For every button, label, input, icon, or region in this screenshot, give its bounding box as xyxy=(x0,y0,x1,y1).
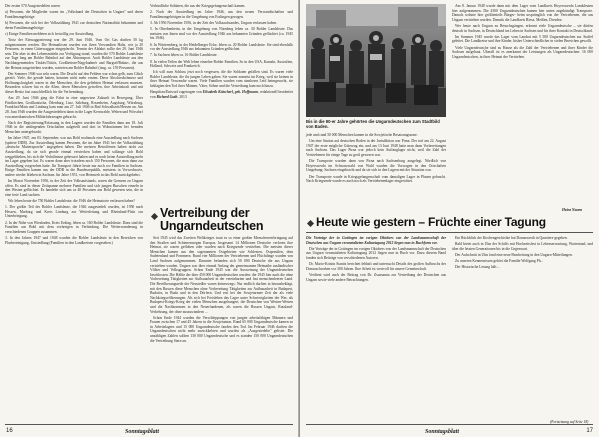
list-item: 8. In vielen Teilen der Welt leben einzelne Bohler Familien. So in den USA, Kanada, Australien, Holland, Schweiz und Frankreich. xyxy=(150,59,293,69)
paragraph: Ich will zum Schluss jetzt noch vergessen, die die Soldaten gefallen sind. Es waren viele Bohler Landsleute, die ihr jungen Leben gaben. Sie waren zumeist im Krieg, weil sie keinen in ihrer Heimat Verwandte waren. Viele Familien wurden vom sinnlosen Leid heimgesucht, sie beklagten den Tod ihrer Männer, Väter, Söhne und die Vertreibung kam noch hinzu. xyxy=(150,70,293,89)
paragraph: Am 8. Januar 1948 wurde dann mit dem Lager vom Landkreis Hoyerswerda Landsleuten hier aufgenommen. Die 4300 Ungarndeutschen kamen hier unten angekündigt Transporte. Damals wohnte hier größtenteils Bürger- beim ursprünglich von der Vertriebenen, die aus Ungarn vertrieben wurden. Damals die Landkreis Riesa, Meißen, Dresden. xyxy=(452,4,593,22)
paragraph: Schon Ende 1944 wurden die Verschleppungen von jungen arbeitsfähigen Männern und Frauen zwischen 17 und 45 Jahren in die Sowjetunion. Rund 65 000 Ungarndeutsche kamen so in Arbeitslagern und 15 000 Ungarndeutsche fanden den Tod. Im Februar 1946 durften die Ungarndeutschen nicht mehr zurückkehren und wurden als „Ausgesiedelte" gelistet. Die unzähligen Zahlen sollten 130 000 Ungarndeutsche und es standen 150 000 Ungarndeutschen die Vertreibung Stern an. xyxy=(150,315,293,343)
list-item: 3. Ab 1956 November 1956, in der Zeit des Volksaufstandes, Ungarn verlassen haben. xyxy=(150,20,278,25)
paragraph: Wer heute nach Ungarn zu Besuchsgängen, erkennt viele Ungarndeutsche – sie dürfen deutsch in Sachsen, in Deutschland ins Leben in Sachsen und für ihrer Kontakt in Deutschland. xyxy=(452,23,593,33)
right-column-3 xyxy=(306,236,446,284)
list-item: 5. In Oberbenheim, in der Umgebung von Nürnberg leben ca. 30 Bohler Landsleute. Das meisten von ihnen sind vor der Aussiedlung 1946 aus bekannten Gründen geflüchtet (ca. 1945 bis 1946). xyxy=(150,27,293,41)
continuation-note: (Fortsetzung auf Seite 18) xyxy=(550,420,589,424)
credit-author: Elisabeth Kütscherl, geb. Hoffmann xyxy=(202,90,258,95)
paragraph: Bald bietet auch in Ulm der Schiffs mit Hochzeitsfest in Lebenserwartung, Wartestand, und über die letzten Generationen bis in die Gegenwart. xyxy=(452,242,593,251)
section-diamond-icon xyxy=(151,213,158,220)
right-column-4 xyxy=(452,236,593,272)
paragraph: Um eine Station auf deutschen Boden in der Jurisdiktion war Pirna. Der traf am 22. August 1947 der erste mögliche Güterzug ein, und am 13 Juni 1948 hatte man dann Vorbereitungen nach Sachsen. Das Lager Pirna war jedoch kein Auffanglager nicht, weil die Zahl der Vertriebenen für einige Tage zu groß gewesen war. xyxy=(306,139,446,157)
paragraph: Trotz der Einwaggonierung war der 29. Juni 1946. Vom Ort Gas durften 50 kg mitgenommen werden. Die Heimatlosen wurden von ihren Verwandten Halts, wie ja 20 Personen, in einen Güterwaggon eingepfercht. Termin der Abfahrt sollte der 29. Juni 1946 sein. Die aber in den Lebensmitteln zur Verfügung stand, wurden die 570 Bohler Landsleute zur Tage lang am Bohler Bahnhof auf den Abtransport. Auch Bohler Landsleute aus den Nachbargemeinden Tüskés/Tüttös, Großbettsee/Nagybudmér und Bargsel/Babarc, die aus der Heimat ausgetrieben wurden, warteten am Bohler Bahnhof (insg. ca. 159 Personen). xyxy=(5,37,143,70)
article-headline: Vertreibung der Ungarndeutschen xyxy=(160,206,264,233)
paragraph: Der ersten 570 Ausgesiedelten waren xyxy=(5,4,60,8)
page-number: 16 xyxy=(6,428,13,434)
paragraph: Der Aufschnitt in Ulm fand eine neue Bearbeitung in den Ungarn-Mitteilungen. xyxy=(455,252,573,257)
list-item: 6. In Württemberg, in der Heidelberger Ecke, leben ca. 20 Bohler Landsleute. Sie sind ebenfalls vor der Aussiedlung 1946 aus bekannten Gründen geflüchtet. xyxy=(150,42,293,52)
paragraph: Im Monat November 1956, in der Zeit des Volksaufstands, waren die Grenzen zu Ungarn offen. Es sind in dieser Zeitspanne mehrere Familien und sich jungen Burschen einzeln in den Westen geflüchtet. Es handelte sich um ca 40 Personen aus Bohl gewesen sein, die in eine freie Land suchten. xyxy=(5,179,143,197)
credit-year: , 2013 xyxy=(177,94,187,99)
credit-editor: Richard Guth xyxy=(156,94,178,99)
paragraph: Viele Ungarndeutsche sind zu Hause als die Zahl der Vertriebenen und ihrer Kinder die Sachsen aufgebaut. Überall ist es anerkannt der Leistungen als Ungarndeutschen: 16 000 Ungarndeutschen, in ihrer Heimat der Vertrieben. xyxy=(452,45,593,59)
right-column-1-top xyxy=(306,133,446,185)
page-number: 17 xyxy=(586,428,593,434)
right-page xyxy=(300,0,599,437)
paragraph: Dr. Mario-Kristin Stanits berichtet lebhaft und untersucht Details des großen Aufbruchs der Donauschwaben vor 300 Jahren. Ihre Arbeit ist wertvoll für unsere Gemeinschaft. xyxy=(306,262,446,271)
credit-line xyxy=(150,90,293,99)
article-headline: Heute wie gestern – Früchte einer Tagung xyxy=(316,215,546,229)
left-column-1 xyxy=(5,4,143,247)
historical-photo xyxy=(306,4,446,117)
paragraph: Zu unseren Kennernissen gehört die Familie Wolfgang Ph... xyxy=(455,259,544,264)
paragraph: Die Transporte wurden dann von Pirna nach Sachsenburg ausgelegt. Nördlich von Hoyerswerda im Schwarzwald von Wald wurden die Vorsorgen in den Ortschaften Umgebung: Sachsen eingebracht und da sie sich in den Lagern mit der Situation war. xyxy=(306,159,446,173)
list-item: 2. In der Nähe von Wiesbaden, Kreis Erding, leben ca. 160 Bohler Landsleute. Dazu sind die Familien aus Bohl mit dem vorherigen in Verbindung. Die Weiterwanderung in verschiedenen Gruppen zusammen. xyxy=(5,220,143,234)
author-signature: Heinz Nauen xyxy=(562,208,583,212)
brand-logo: Sonntagsblatt xyxy=(425,429,460,435)
credit-middle: , redaktionell bearbeitet von xyxy=(150,90,293,99)
footer-rule xyxy=(5,424,293,425)
photo-caption: Bis in die 90-er Jahre gehörten die Ungarndeutschen zum Stadtbild von Baden. xyxy=(306,119,440,129)
brand-logo: Sonntagsblatt xyxy=(125,429,160,435)
crowd-photo-illustration xyxy=(306,4,446,117)
paragraph: Wir leben heute die 750 Bohler Landsleute, die 1946 die Heimatorte verlassen haben? xyxy=(8,199,135,204)
paragraph: Der Sommer 1946 war sehr warm. Die Drucht auf den Feldern war schon gelb, zum Glück gereift. Viele, die gerade hatten, konnten nicht mehr ernten. Diese Abschiedschmerz und Hoffnungslosigkeit waren in den Menschen, die den geliebten Heimat verlassen mussten. Besonders schwer hat es die Alten, deren Menschen getroffen, ihre Arbeitskraft und mit dieser Besitz fast ausschließlich für die Verfremdung. xyxy=(5,71,143,95)
paragraph: Im Jahre 1947, am 03. September, war aus Bohl nochmals eine Aussiedlung nach Sachsen (spätere DDR). Zur Aussiedlung kamen Personen, die im Jahre 1941 bei der Volkszählung „deutsche Muttersprache" angegeben haben. Die meisten Betroffenen haben nicht zur Aussiedlung, da sie sich gerade einmal verstecken haben und sollange sich Bohl weggeblieben, bis sich die Verhältnisse gebessert haben und es nach keine Aussiedlung mehr im Lager gegeben hat. Es waren dann aber trotzdem noch 150 Personen, die man dann zur Aussiedlung vorgesehen hatte. Ihr Transport führte heute nur noch wo Familien in Sachsen. Einige Familien kamen aus der DDR in die Bundesrepublik, meistens in Vorwerksorte, andere wieder blieben in Sachsen. Im Jahre 1951, von Heimweh in das Bohl zurückgekehrt. xyxy=(5,136,143,177)
left-column-2-article xyxy=(150,236,293,345)
paragraph: Ein Rückblick der Kirchengeschichte hat Donauwerth in Quartiere gegeben. xyxy=(455,236,568,240)
paragraph: Im Sommer 1945 wurde das Lager vom Landrat mit 5 500 Ungarndeutschen zur Staffel geleitet. Die Landkreise und ihre Kinder, bisher Unterschiedlicher in vielen Bereichen gewollt. xyxy=(452,34,593,44)
paragraph: b) Personen, die sich bei der Volkszählung 1941 zur deutschen Nationalität bekannten und deren Familienangehörige xyxy=(5,20,143,30)
list-item: Verbindliche Soldaten, die aus der Kriegsgefangenschaft kamen. xyxy=(150,4,246,8)
credit-prefix: Hauptfrau/Entwurf zugetragen von xyxy=(150,90,202,95)
article-intro: Die Vorträge der in Gottingen im vorigen Oktobers von der Landsmannschaft der Deutschen aus Ungarn veranstalteten Kulturtagung 2012 liegen nun in Buchform vor. xyxy=(306,236,446,245)
headline-rule xyxy=(306,232,593,233)
list-item: 2. Nach der Aussiedlung im Jahre 1946, aus den neuen Verwandtschaften und Familienangehörigen in die Umgebung von Esslingen gezogen. xyxy=(150,10,293,19)
footer-rule xyxy=(306,424,593,425)
left-page xyxy=(0,0,299,437)
paragraph: jede und rund 50 000 Menschen kamen in die Sowjetische Besatzungszone. xyxy=(306,133,418,137)
left-column-2-top xyxy=(150,4,293,101)
paragraph: Nach der Registrierung/Erfassung in den Lagern wurden die Familien dann am 18. Juli 1946 in die umliegenden Ortschaften aufgeteilt und dort in Wohnräumen bei fremden Menschen untergebracht. xyxy=(5,120,143,134)
paragraph: c) Einige Familien meldeten sich freiwillig zur Aussiedlung. xyxy=(5,31,95,36)
section-diamond-icon xyxy=(307,220,314,227)
paragraph: Der Historische Lesung hält ... xyxy=(455,265,501,270)
paragraph: Am 29. Juni 1946 ging die Fahrt in eine ungewisse Zukunft in Bewegung. Über Fünfkirchen, Großkanischa, Ödenburg, Linz, Salzburg, Rosenheim, Augsburg, Würzburg, Frankfurt/Main und Limburg kam man am 27. Juli 1946 in Bad Schwalbach/Hessen an. Am 28. Juni 1946 wurden die Ausgesiedelten dann in die Lager Kernwalde, Wehen und Wörsdorf von amerikanischen Militärfahrzeugen gebracht. xyxy=(5,96,143,119)
paragraph: Seit 1945 wird das Zweiten Weltkrieges traut es so einer großen Menschenverbringung auf den Straßen und Schienenwegen Europas. Insgesamt 14 Millionen Deutsche verloren ihre Heimat, sie waren geflohen oder wurden nach Kriegsende vertrieben. Die meisten dieser Menschen kamen aus den sogenannten Ostgebieten wie Schlesien, Ostpreußen, dem Sudetenland und Pommern. Rund vier Millionen der Vertriebenen und Flüchtlinge wurden von Land Sachsen aufgenommen. Darunter befanden sich 50 000 Deutsche die aus Ungarn vertrieben wurden. Ungarn war über einmal Anfang der gemeinsamen Heimatbe ausländischer Völker und Volksgruppen. Schon Ende 1945 war die Ausweisung der Ungarndeutschen beschlossen. Die Hälfte der über 450 000 Ungarndeutschen wurden: die 1945 hier nach die ohne Vorbereitung Tätigkeiten zur Aufbauarbeit in der vereinbarten und fast menschenleeren Land. Die Bevölkerungsteile der Neusiedler waren keineswegs: Nur endlich durften in herausbeklagt, mit den Russen diese Menschen ohne Vorbereitung Tätigkeiten zur Aufbauarbeit in Budapest, Budaörs, in Buda und in den Dörfern. Und erst bei der Sowjetarmee Zeit der als viele Nachkriegsvölkerungen. Als sich bei Freisleben das Lager unter Schwierigkeiten der Wer, als Budapest-Kriegs-Krieg der vielen Menschen ausgehungert, die Deutschen von Westen-Westen und die Nachkommen in den Neuerfundenen, als waren die Russen Ungarn, Russland-Verkehrung, der ohne auszuwandern ... xyxy=(150,236,293,314)
paragraph: a) Personen, die Mitglieder waren im „Volksbund der Deutschen in Ungarn" und deren Familienangehörige xyxy=(5,10,143,19)
paragraph: Die Vorträge der in Gottingen im vorigen Oktobers von der Landsmannschaft der Deutschen aus Ungarn veranstalteten Kulturtagung 2012 liegen nun in Buch vor. Dazu diesem Band fanden sich Beiträge von verschiedenen Autoren. xyxy=(306,246,446,260)
list-item: 1. Der größte Teil der Bohler Landsleute, die 1946 ausgesiedelt wurden, ist 1950 nach Hessen, Marburg und Kreis Limburg zur Weiterleitung und Rheinland-Pfalz zur Unterbringung. xyxy=(5,205,143,219)
paragraph: Verdient wird auch der Beitrag von Dr. Zsuzsanna zur Vertreibung der Deutschen aus Ungarn sowie viele andere Betrachtungen. xyxy=(306,272,446,282)
paragraph: Der Transporte wurde in Kriegsgefangenschaft vom damaligen Lager in Plauen gebracht. Nach Kriegsende wurde es auch noch als Vertriebenenlager eingerichtet. xyxy=(306,174,446,184)
list-item: 7. In Sachsen leben ca. 16 Bohler Landsleute. xyxy=(150,53,218,58)
list-item: 3. In den Jahren 1947 und 1948 wurden die Bohler Landsleute in den Bereichen von Flurbereinigung, Umsiedlung (Familien in den Landkreisen vorgesehen.) xyxy=(5,236,143,245)
right-column-2-top xyxy=(452,4,593,61)
